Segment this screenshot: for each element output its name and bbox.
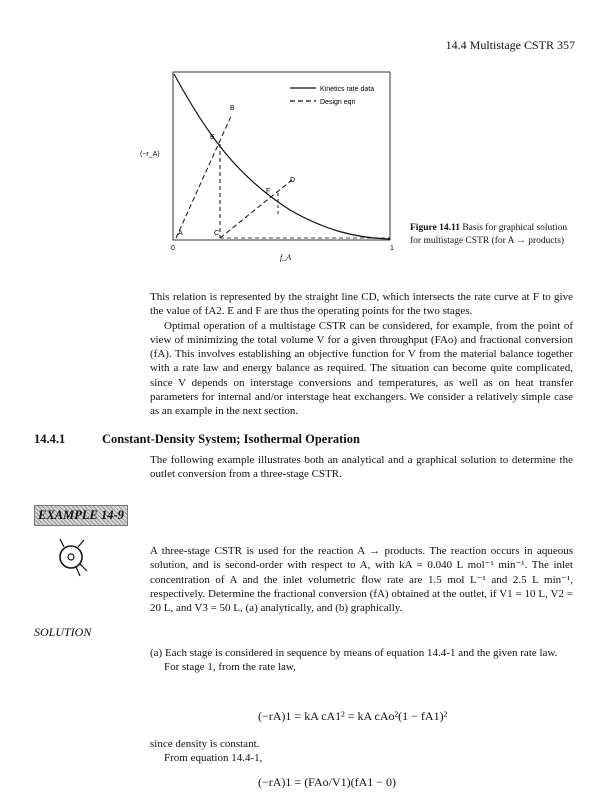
example-text: A three-stage CSTR is used for the reaction A → products. The reaction occurs in aqueous solution, and is second-order with respect to A, with kA = 0.040 L mol⁻¹ min⁻¹. The inlet concentration of A and the inlet volumetric flow rate are 1.5 mol L⁻¹ and 2.5 L min⁻¹, respectively. Determine the fractional conversion (fA) obtained at the outlet, if V1 = 10 L, V2 = 20 L, and V3 = 50 L, (a) analytically, and (b) graphically. [150, 545, 573, 615]
label-f: F [266, 188, 271, 195]
solution-part-a [150, 646, 573, 675]
x-axis-label: f_A [280, 253, 292, 262]
label-d: D [290, 177, 296, 184]
paragraph-2: Optimal operation of a multistage CSTR can be considered, for example, from the point of view of minimizing the total volume V for a given throughput (FAo) and fractional conversion (fA). This involves establishing an objective function for V from the material balance together with a rate law and energy balance as required. The situation can become quite complicated, since V depends on interstage conversions and temperatures, as well as on heat transfer parameters for internal and/or interstage heat exchangers. We consider a relatively simple case as an example in the next section. [150, 319, 573, 418]
equation-design: (−rA)1 = (FAo/V1)(fA1 − 0) [258, 775, 397, 789]
solution-stage-text: For stage 1, from the rate law, [164, 661, 296, 674]
example-label: EXAMPLE 14-9 [38, 508, 124, 522]
design-line-ob [176, 114, 232, 238]
rate-curve [174, 74, 390, 239]
from-equation-text: From equation 14.4-1, [164, 752, 263, 765]
section-title: Constant-Density System; Isothermal Operation [102, 432, 360, 446]
figure-caption [410, 222, 575, 248]
label-c: C [214, 230, 220, 237]
tick-zero: 0 [171, 245, 175, 252]
design-line-cd [220, 180, 292, 238]
running-head: 14.4 Multistage CSTR 357 [445, 38, 575, 52]
caption-label: Figure 14.11 [410, 223, 460, 233]
cd-icon [58, 537, 88, 579]
solution-a-text: (a) Each stage is considered in sequence by means of equation 14.4-1 and the given rate law. [150, 647, 558, 659]
equation-rate-law: (−rA)1 = kA cA1² = kA cAo²(1 − fA1)² [258, 709, 448, 723]
figure-graph [140, 60, 410, 270]
solution-label: SOLUTION [34, 625, 92, 639]
caption-text: Basis for graphical solution for multistage CSTR (for A → products) [410, 223, 568, 246]
label-b: B [230, 105, 235, 112]
label-a: A [178, 230, 183, 237]
since-text: since density is constant. [150, 738, 260, 750]
body-text [150, 290, 573, 419]
legend-kinetics: Kinetics rate data [320, 86, 375, 93]
solution-followup [150, 737, 573, 766]
section-number: 14.4.1 [34, 432, 66, 446]
legend-design: Design eqn [320, 99, 356, 106]
plot-frame [173, 72, 390, 240]
label-e: E [210, 134, 215, 141]
section-intro: The following example illustrates both an analytical and a graphical solution to determine the outlet conversion from a three-stage CSTR. [150, 454, 573, 481]
paragraph-1: This relation is represented by the straight line CD, which intersects the rate curve at F to give the value of fA2. E and F are thus the operating points for the two stages. [150, 291, 573, 318]
example-banner [34, 505, 128, 526]
tick-one: 1 [390, 245, 394, 252]
y-axis-label: (−r_A) [140, 151, 160, 158]
